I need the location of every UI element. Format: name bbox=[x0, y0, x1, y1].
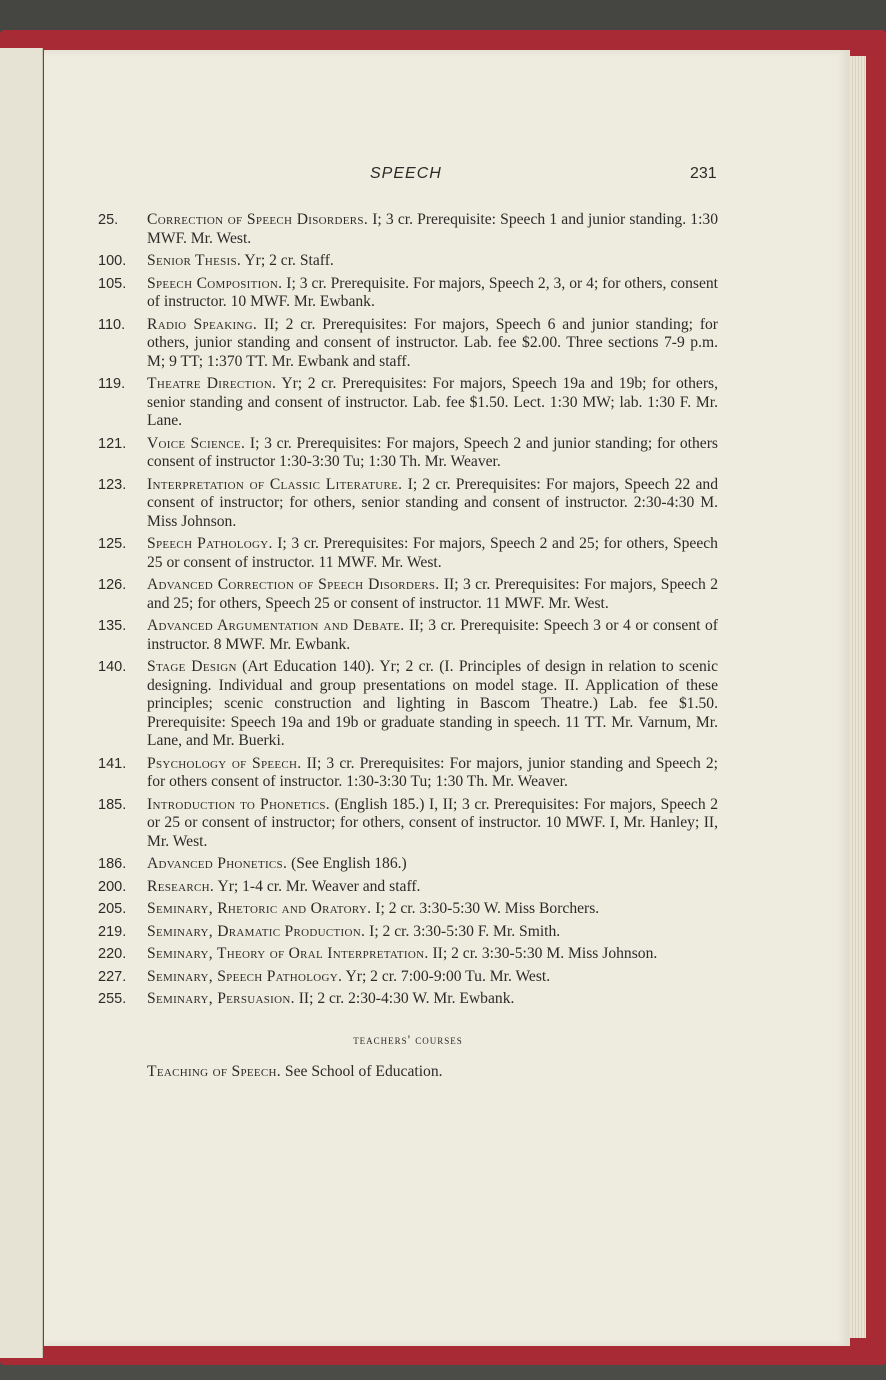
course-entry bbox=[98, 252, 718, 271]
course-title: Advanced Correction of Speech Disorders. bbox=[147, 576, 440, 593]
page-header bbox=[0, 165, 886, 189]
course-number: 205. bbox=[98, 901, 127, 917]
course-number: 185. bbox=[98, 796, 127, 813]
course-title: Seminary, Rhetoric and Oratory. bbox=[147, 900, 372, 917]
course-entry bbox=[98, 796, 718, 852]
course-description: Yr; 2 cr. 7:00-9:00 Tu. Mr. West. bbox=[345, 967, 551, 985]
running-head: SPEECH bbox=[370, 165, 442, 182]
course-description: II; 2 cr. Prerequisites: For majors, Speech 6 and junior standing; for others, junior standing and consent of instructor. Lab. fee $2.00. Three sections 7-9 p.m. M; 9 TT; 1:370 TT. Mr. Ewbank and staff. bbox=[147, 315, 718, 370]
course-number: 140. bbox=[98, 659, 127, 675]
course-title: Seminary, Speech Pathology. bbox=[147, 967, 343, 985]
course-title: Teaching of Speech. bbox=[147, 1063, 281, 1080]
course-description: (Art Education 140). Yr; 2 cr. (I. Principles of design in relation to scenic designing. Individual and group presentations on model stage. II. Application of these principles; scenic construction and lighting in Bascom Theatre.) Lab. fee $1.50. Prerequisite: Speech 19a and 19b or graduate standing in speech. 11 TT. Mr. Varnum, Mr. Lane, and Mr. Buerki. bbox=[147, 658, 719, 749]
previous-page-edge bbox=[0, 48, 43, 1358]
course-description: I; 2 cr. Prerequisites: For majors, Speech 22 and consent of instructor; for others, senior standing and consent of instructor. 2:30-4:30 M. Miss Johnson. bbox=[147, 475, 718, 530]
course-number: 25. bbox=[98, 212, 119, 228]
course-entry bbox=[98, 535, 718, 572]
course-title: Radio Speaking. bbox=[147, 315, 258, 333]
course-description: Yr; 2 cr. Prerequisites: For majors, Speech 19a and 19b; for others, senior standing and consent of instructor. Lab. fee $1.50. Lect. 1:30 MW; lab. 1:30 F. Mr. Lane. bbox=[147, 375, 718, 429]
course-entry bbox=[98, 855, 718, 874]
course-entry bbox=[98, 755, 718, 792]
course-description: I; 2 cr. 3:30-5:30 F. Mr. Smith. bbox=[369, 922, 561, 940]
course-description: (See English 186.) bbox=[291, 855, 407, 872]
course-title: Interpretation of Classic Literature. bbox=[147, 475, 403, 493]
course-number: 100. bbox=[98, 253, 127, 269]
course-number: 141. bbox=[98, 755, 127, 772]
course-title: Seminary, Dramatic Production. bbox=[147, 922, 366, 940]
course-description: Yr; 2 cr. Staff. bbox=[244, 252, 334, 269]
course-description: See School of Education. bbox=[284, 1063, 443, 1080]
course-entry bbox=[98, 435, 718, 472]
course-title: Psychology of Speech. bbox=[147, 754, 302, 772]
course-description: II; 3 cr. Prerequisites: For majors, junior standing and Speech 2; for others consent of instructor. 1:30-3:30 Tu; 1:30 Th. Mr. Weaver. bbox=[147, 754, 718, 790]
course-entry bbox=[98, 211, 718, 248]
course-number: 125. bbox=[98, 536, 127, 552]
course-number: 123. bbox=[98, 476, 127, 493]
page-number: 231 bbox=[690, 165, 717, 182]
course-entry bbox=[98, 576, 718, 613]
course-list bbox=[98, 211, 718, 1082]
course-number: 227. bbox=[98, 968, 127, 985]
course-entry bbox=[98, 375, 718, 431]
course-number: 126. bbox=[98, 577, 127, 593]
course-entry bbox=[98, 476, 718, 532]
course-number: 105. bbox=[98, 275, 127, 292]
background-top bbox=[0, 0, 886, 34]
course-number: 219. bbox=[98, 923, 127, 940]
course-description: II; 2 cr. 3:30-5:30 M. Miss Johnson. bbox=[432, 945, 658, 962]
course-title: Theatre Direction. bbox=[147, 375, 277, 392]
course-title: Voice Science. bbox=[147, 434, 246, 452]
course-number: 186. bbox=[98, 856, 127, 872]
course-description: I; 3 cr. Prerequisite: Speech 1 and junior standing. 1:30 MWF. Mr. West. bbox=[147, 211, 719, 247]
course-number: 255. bbox=[98, 991, 127, 1007]
course-description: II; 2 cr. 2:30-4:30 W. Mr. Ewbank. bbox=[298, 990, 515, 1007]
course-number: 110. bbox=[98, 316, 126, 333]
course-description: II; 3 cr. Prerequisite: Speech 3 or 4 or consent of instructor. 8 MWF. Mr. Ewbank. bbox=[147, 617, 718, 653]
course-entry bbox=[98, 878, 718, 897]
page-edges bbox=[850, 56, 866, 1338]
course-entry bbox=[98, 900, 718, 919]
section-heading: teachers' courses bbox=[353, 1031, 463, 1047]
course-number: 200. bbox=[98, 878, 127, 895]
course-title: Speech Pathology. bbox=[147, 535, 273, 552]
course-title: Research. bbox=[147, 877, 215, 895]
course-title: Seminary, Theory of Oral Interpretation. bbox=[147, 945, 429, 962]
course-description: I; 3 cr. Prerequisites: For majors, Speech 2 and 25; for others, Speech 25 or consent of instructor. 11 MWF. Mr. West. bbox=[147, 535, 718, 571]
course-description: I; 2 cr. 3:30-5:30 W. Miss Borchers. bbox=[375, 900, 600, 917]
course-number: 121. bbox=[98, 435, 127, 452]
course-title: Advanced Argumentation and Debate. bbox=[147, 617, 405, 634]
course-entry bbox=[98, 316, 718, 372]
course-entry bbox=[98, 923, 718, 942]
course-description: (English 185.) I, II; 3 cr. Prerequisites: For majors, Speech 2 or 25 or consent of instructor; for others, consent of instructor. 10 MWF. I, Mr. Hanley; II, Mr. West. bbox=[147, 795, 718, 850]
course-entry bbox=[98, 945, 718, 964]
course-title: Senior Thesis. bbox=[147, 252, 242, 269]
course-description: Yr; 1-4 cr. Mr. Weaver and staff. bbox=[217, 877, 421, 895]
course-entry bbox=[98, 658, 718, 751]
course-entry bbox=[98, 617, 718, 654]
course-number: 135. bbox=[98, 618, 127, 634]
course-title: Correction of Speech Disorders. bbox=[147, 211, 369, 228]
course-number: 220. bbox=[98, 946, 127, 962]
teachers-course-entry bbox=[98, 1063, 718, 1082]
course-description: I; 3 cr. Prerequisite. For majors, Speech 2, 3, or 4; for others, consent of instructor. 10 MWF. Mr. Ewbank. bbox=[147, 274, 718, 310]
course-entry bbox=[98, 275, 718, 312]
course-title: Speech Composition. bbox=[147, 274, 283, 292]
course-number: 119. bbox=[98, 376, 126, 392]
course-title: Seminary, Persuasion. bbox=[147, 990, 295, 1007]
course-description: II; 3 cr. Prerequisites: For majors, Speech 2 and 25; for others, Speech 25 or consent of instructor. 11 MWF. Mr. West. bbox=[147, 576, 718, 612]
course-title: Advanced Phonetics. bbox=[147, 855, 288, 872]
course-title: Stage Design bbox=[147, 658, 237, 675]
course-description: I; 3 cr. Prerequisites: For majors, Speech 2 and junior standing; for others consent of instructor 1:30-3:30 Tu; 1:30 Th. Mr. Weaver. bbox=[147, 434, 718, 470]
course-entry bbox=[98, 968, 718, 987]
course-title: Introduction to Phonetics. bbox=[147, 795, 330, 813]
course-entry bbox=[98, 990, 718, 1009]
